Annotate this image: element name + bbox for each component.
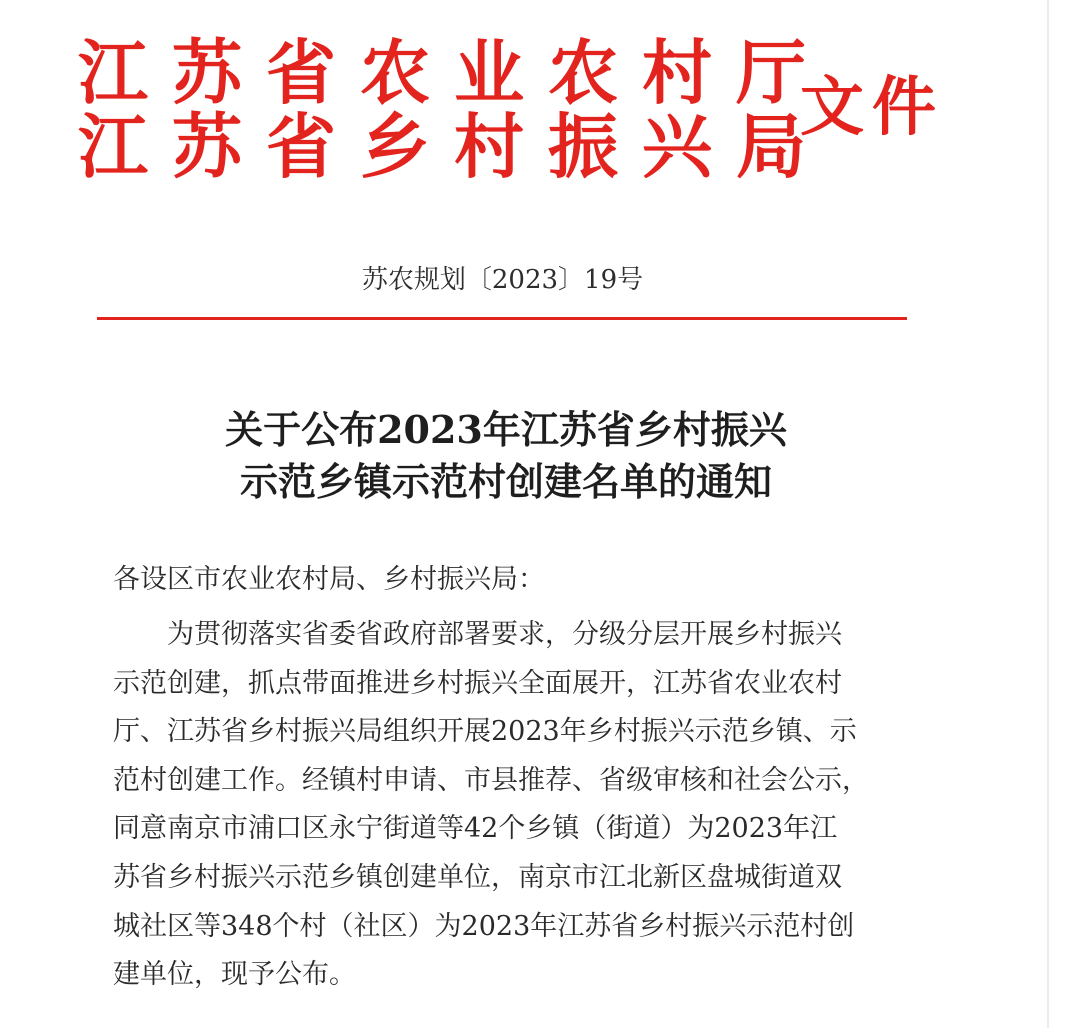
body-paragraph: [113, 611, 913, 1000]
body-line: 城社区等348个村（社区）为2023年江苏省乡村振兴示范村创: [113, 910, 855, 942]
document-header: [0, 0, 1080, 230]
body-line: 同意南京市浦口区永宁街道等42个乡镇（街道）为2023年江: [113, 813, 838, 845]
document-number: 苏农规划〔2023〕19号: [361, 265, 644, 295]
body-line: 厅、江苏省乡村振兴局组织开展2023年乡村振兴示范乡镇、示: [113, 716, 857, 748]
issuing-org-1: 江苏省农业农村厅: [78, 32, 830, 114]
notice-title-line-1: 关于公布2023年江苏省乡村振兴: [225, 407, 787, 452]
body-line: 范村创建工作。经镇村申请、市县推荐、省级审核和社会公示，: [113, 764, 869, 796]
body-line: 为贯彻落实省委省政府部署要求，分级分层开展乡村振兴: [167, 619, 842, 650]
issuing-org-2: 江苏省乡村振兴局: [78, 106, 830, 188]
body-line: 苏省乡村振兴示范乡镇创建单位，南京市江北新区盘城街道双: [113, 861, 842, 893]
document-type-label: 文件: [800, 71, 944, 145]
notice-title-line-2: 示范乡镇示范村创建名单的通知: [239, 459, 772, 504]
notice-title: [0, 404, 1012, 508]
red-divider-line: [97, 317, 907, 320]
salutation: 各设区市农业农村局、乡村振兴局：: [113, 564, 545, 595]
body-line: 建单位，现予公布。: [113, 959, 356, 991]
body-line: 示范创建，抓点带面推进乡村振兴全面展开，江苏省农业农村: [113, 667, 842, 699]
